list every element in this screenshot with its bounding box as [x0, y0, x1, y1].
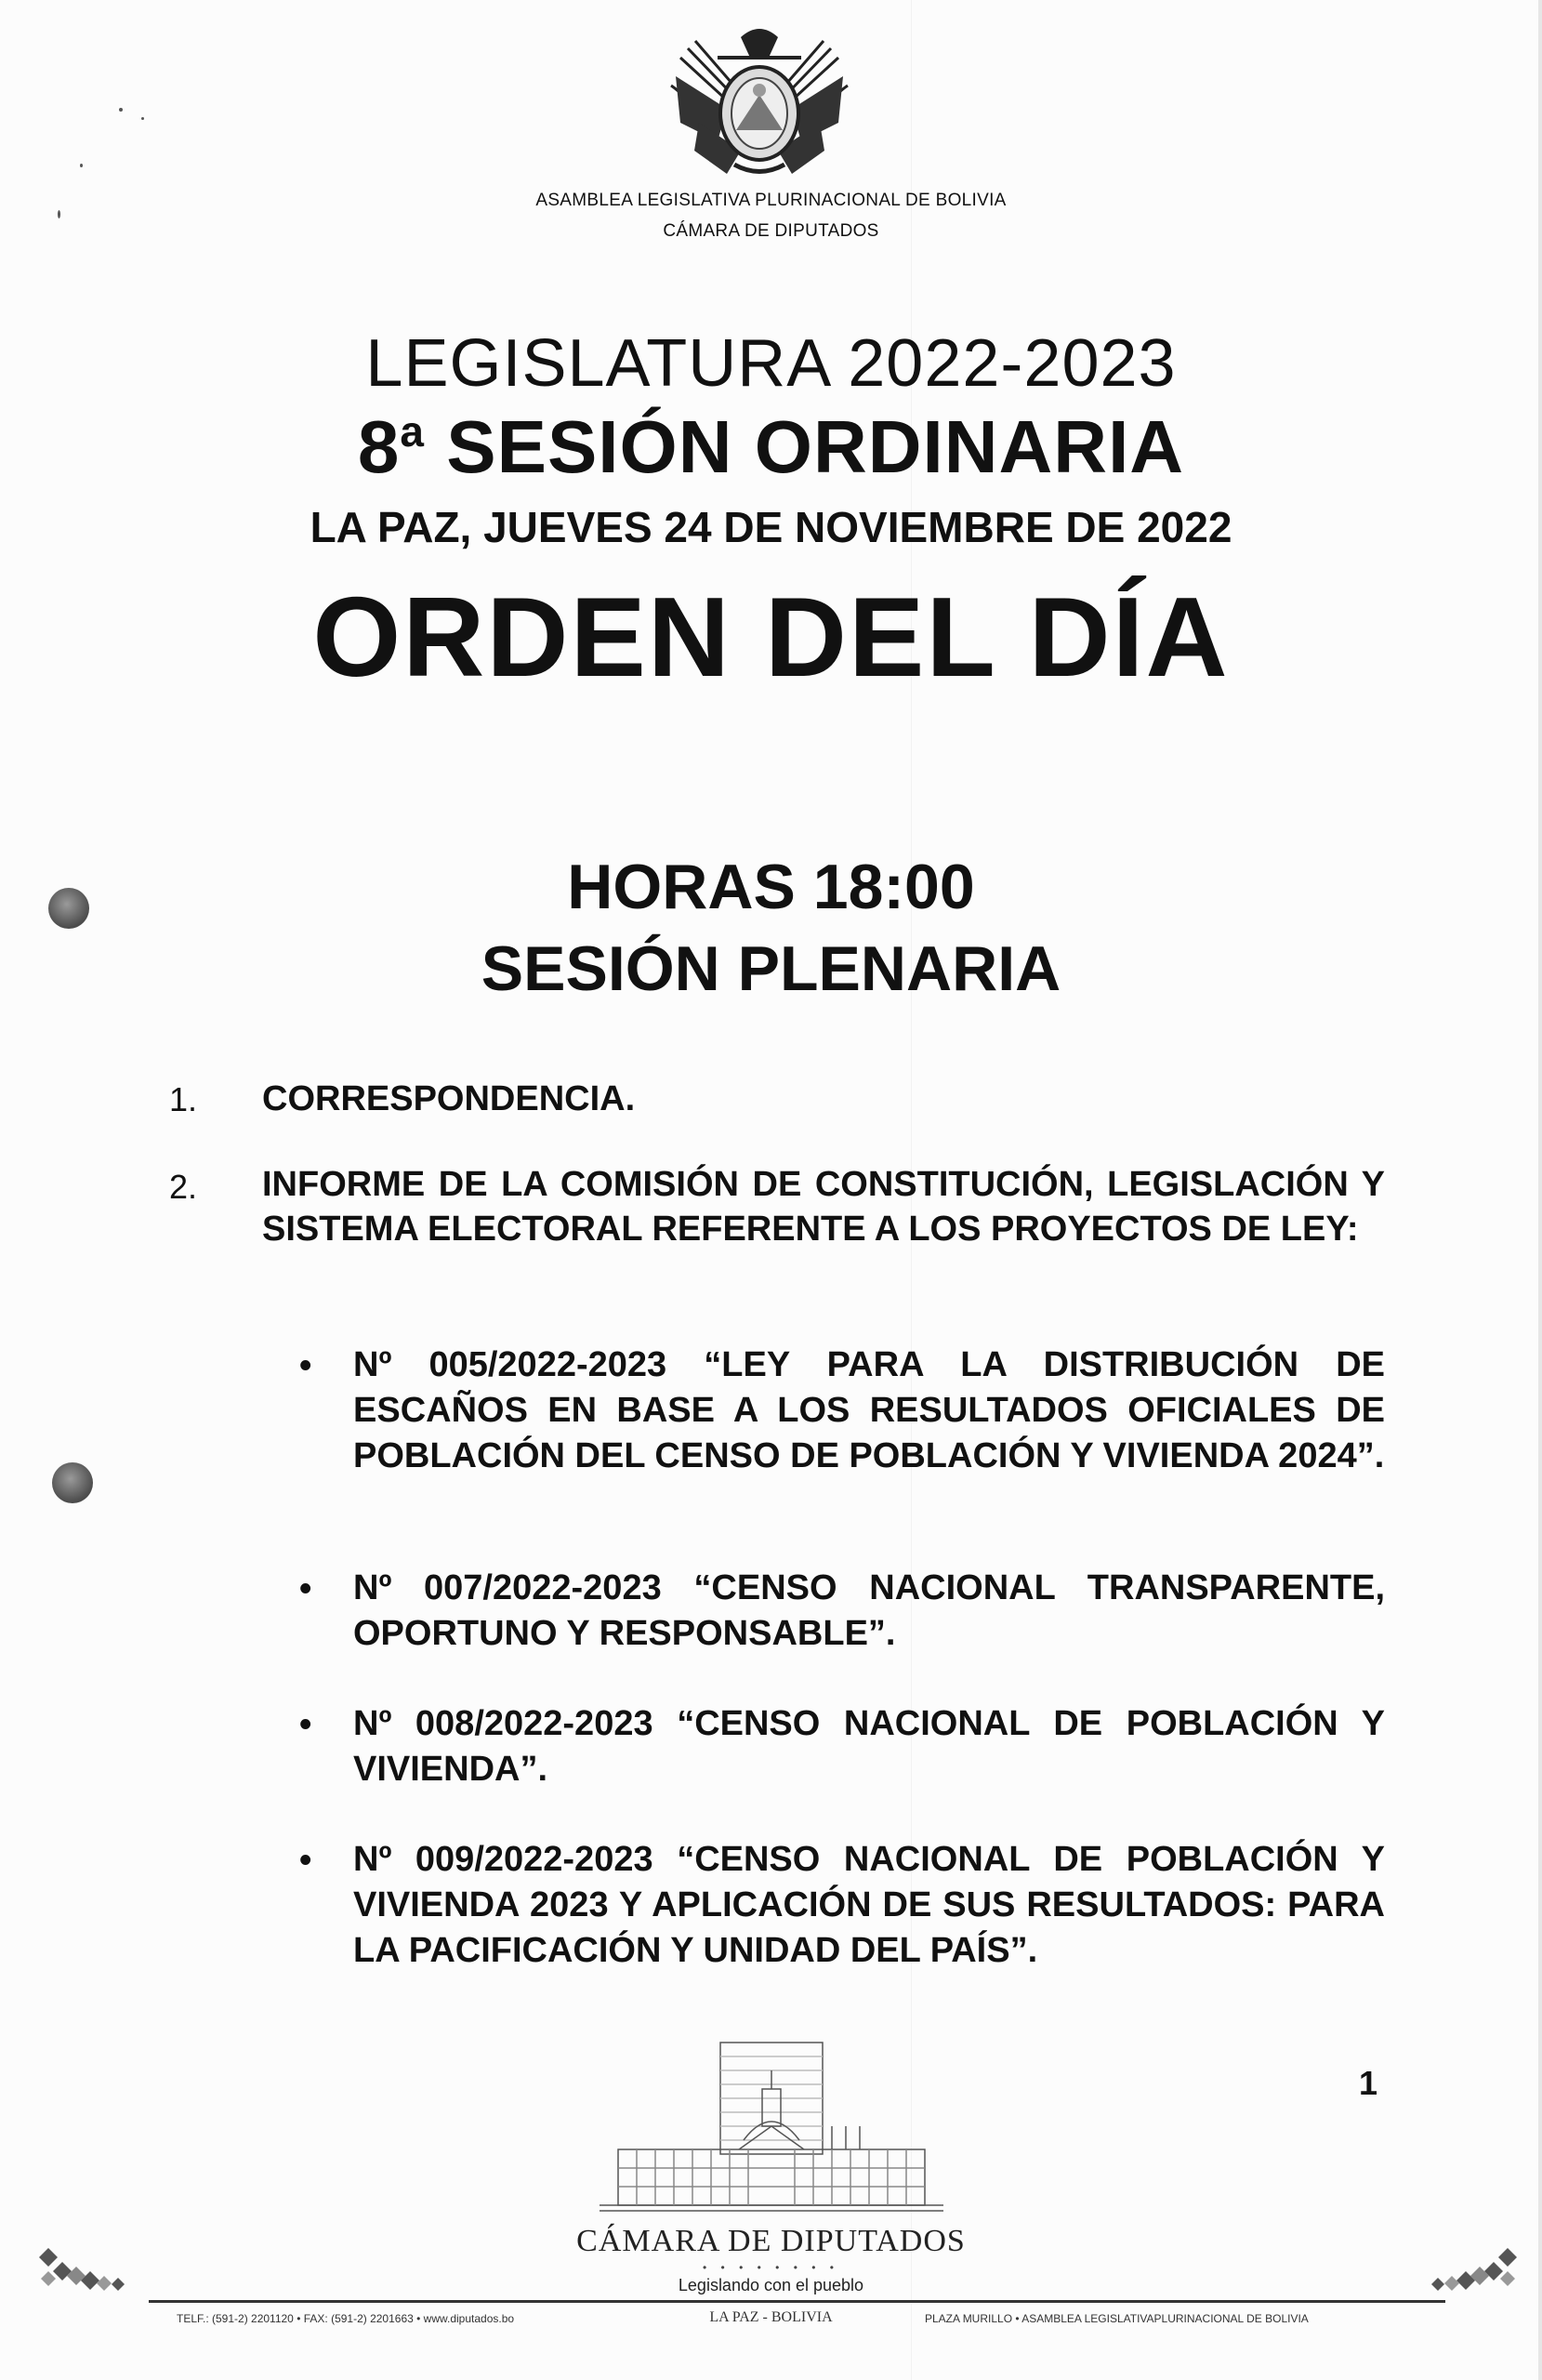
session-heading: [0, 404, 1542, 490]
logo-dots: • • • • • • • •: [703, 2261, 839, 2274]
page-number: 1: [1359, 2064, 1378, 2102]
scan-speck: [119, 108, 123, 112]
chamber-slogan: Legislando con el pueblo: [678, 2276, 864, 2294]
session-type: SESIÓN PLENARIA: [481, 933, 1061, 1004]
scan-speck: [141, 117, 144, 120]
chamber-logo-text: CÁMARA DE DIPUTADOS: [576, 2224, 966, 2258]
list-bullet: •: [299, 1705, 312, 1744]
footer-city: LA PAZ - BOLIVIA: [709, 2309, 833, 2325]
bill-item: Nº 009/2022-2023 “CENSO NACIONAL DE POBLACIÓN Y VIVIENDA 2023 Y APLICACIÓN DE SUS RESULTADOS: PARA LA PACIFICACIÓN Y UNIDAD DEL PAÍS”.: [353, 1840, 1385, 1970]
bill-item: Nº 007/2022-2023 “CENSO NACIONAL TRANSPARENTE, OPORTUNO Y RESPONSABLE”.: [353, 1568, 1385, 1653]
session-label: SESIÓN ORDINARIA: [425, 405, 1185, 488]
page-title: ORDEN DEL DÍA: [312, 574, 1230, 700]
scan-speck: [58, 210, 60, 218]
legislatura-heading: LEGISLATURA 2022-2023: [365, 326, 1177, 401]
chamber-name: CÁMARA DE DIPUTADOS: [663, 221, 879, 241]
list-bullet: •: [299, 1346, 312, 1385]
org-name: ASAMBLEA LEGISLATIVA PLURINACIONAL DE BOLIVIA: [535, 191, 1007, 210]
session-time: HORAS 18:00: [567, 852, 975, 922]
footer-address: PLAZA MURILLO • ASAMBLEA LEGISLATIVAPLURINACIONAL DE BOLIVIA: [925, 2312, 1309, 2325]
place-date: LA PAZ, JUEVES 24 DE NOVIEMBRE DE 2022: [310, 503, 1232, 551]
punch-hole-bottom: [52, 1462, 93, 1503]
legislative-palace-icon: [581, 2038, 962, 2233]
agenda-item-text: CORRESPONDENCIA.: [262, 1079, 636, 1118]
session-number: 8: [357, 405, 401, 488]
agenda-item-number: 2.: [169, 1168, 198, 1206]
agenda-item-number: 1.: [169, 1080, 198, 1118]
footer-divider: [149, 2300, 1445, 2303]
scan-speck: [80, 164, 83, 167]
agenda-item-text: INFORME DE LA COMISIÓN DE CONSTITUCIÓN, LEGISLACIÓN Y SISTEMA ELECTORAL REFERENTE A LOS PROYECTOS DE LEY:: [262, 1165, 1385, 1249]
session-ordinal-suffix: a: [400, 407, 425, 456]
list-bullet: •: [299, 1569, 312, 1608]
list-bullet: •: [299, 1841, 312, 1880]
bolivia-coat-of-arms-icon: [662, 20, 857, 186]
bill-item: Nº 008/2022-2023 “CENSO NACIONAL DE POBLACIÓN Y VIVIENDA”.: [353, 1704, 1385, 1789]
bill-item: Nº 005/2022-2023 “LEY PARA LA DISTRIBUCIÓN DE ESCAÑOS EN BASE A LOS RESULTADOS OFICIALES DE POBLACIÓN DEL CENSO DE POBLACIÓN Y VIVIENDA 2024”.: [353, 1345, 1385, 1475]
footer-contact: TELF.: (591-2) 2201120 • FAX: (591-2) 2201663 • www.diputados.bo: [177, 2312, 515, 2325]
